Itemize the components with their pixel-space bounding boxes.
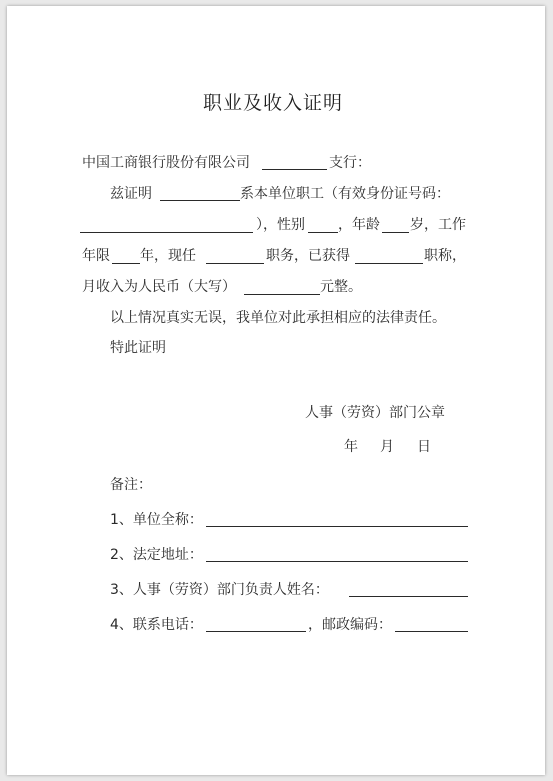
- age-label: ，年龄: [338, 217, 380, 233]
- years-worked-label-start: 岁，工作: [410, 217, 466, 233]
- unit-full-name-blank[interactable]: [206, 526, 468, 527]
- position-label: 年，现任: [140, 248, 196, 264]
- professional-title-blank[interactable]: [355, 263, 423, 264]
- gender-label: ），性别: [256, 217, 305, 233]
- date-month-label: 月: [380, 439, 394, 455]
- professional-title-suffix: 职称，: [424, 248, 466, 264]
- hr-manager-name-label: 3、人事（劳资）部门负责人姓名：: [110, 582, 329, 598]
- monthly-income-label: 月收入为人民币（大写）: [82, 279, 236, 295]
- hr-manager-name-blank[interactable]: [349, 596, 468, 597]
- closing-text: 特此证明: [110, 340, 166, 356]
- certificate-page: [7, 6, 545, 775]
- position-blank[interactable]: [206, 263, 264, 264]
- postal-code-label: ，邮政编码：: [308, 617, 392, 633]
- bank-name: 中国工商银行股份有限公司: [82, 155, 250, 171]
- branch-suffix: 支行：: [329, 155, 371, 171]
- years-worked-blank[interactable]: [112, 263, 140, 264]
- employee-of-unit-text: 系本单位职工（有效身份证号码：: [240, 186, 450, 202]
- gender-blank[interactable]: [308, 232, 338, 233]
- hr-seal-label: 人事（劳资）部门公章: [305, 405, 445, 421]
- date-day-label: 日: [417, 439, 431, 455]
- notes-heading: 备注：: [110, 477, 152, 493]
- phone-label: 4、联系电话：: [110, 617, 203, 633]
- id-number-blank[interactable]: [80, 232, 253, 233]
- monthly-income-blank[interactable]: [244, 294, 320, 295]
- legal-address-label: 2、法定地址：: [110, 547, 203, 563]
- date-year-label: 年: [344, 439, 358, 455]
- age-blank[interactable]: [382, 232, 409, 233]
- years-worked-label-end: 年限: [82, 248, 110, 264]
- title-obtained-label: 职务，已获得: [266, 248, 350, 264]
- unit-full-name-label: 1、单位全称：: [110, 512, 203, 528]
- postal-code-blank[interactable]: [395, 631, 468, 632]
- liability-statement: 以上情况真实无误，我单位对此承担相应的法律责任。: [110, 310, 446, 326]
- branch-name-blank[interactable]: [262, 169, 327, 170]
- employee-name-blank[interactable]: [160, 200, 240, 201]
- legal-address-blank[interactable]: [206, 561, 468, 562]
- income-unit-suffix: 元整。: [320, 279, 362, 295]
- document-title: 职业及收入证明: [203, 92, 344, 114]
- certify-label: 兹证明: [110, 186, 152, 202]
- phone-blank[interactable]: [206, 631, 306, 632]
